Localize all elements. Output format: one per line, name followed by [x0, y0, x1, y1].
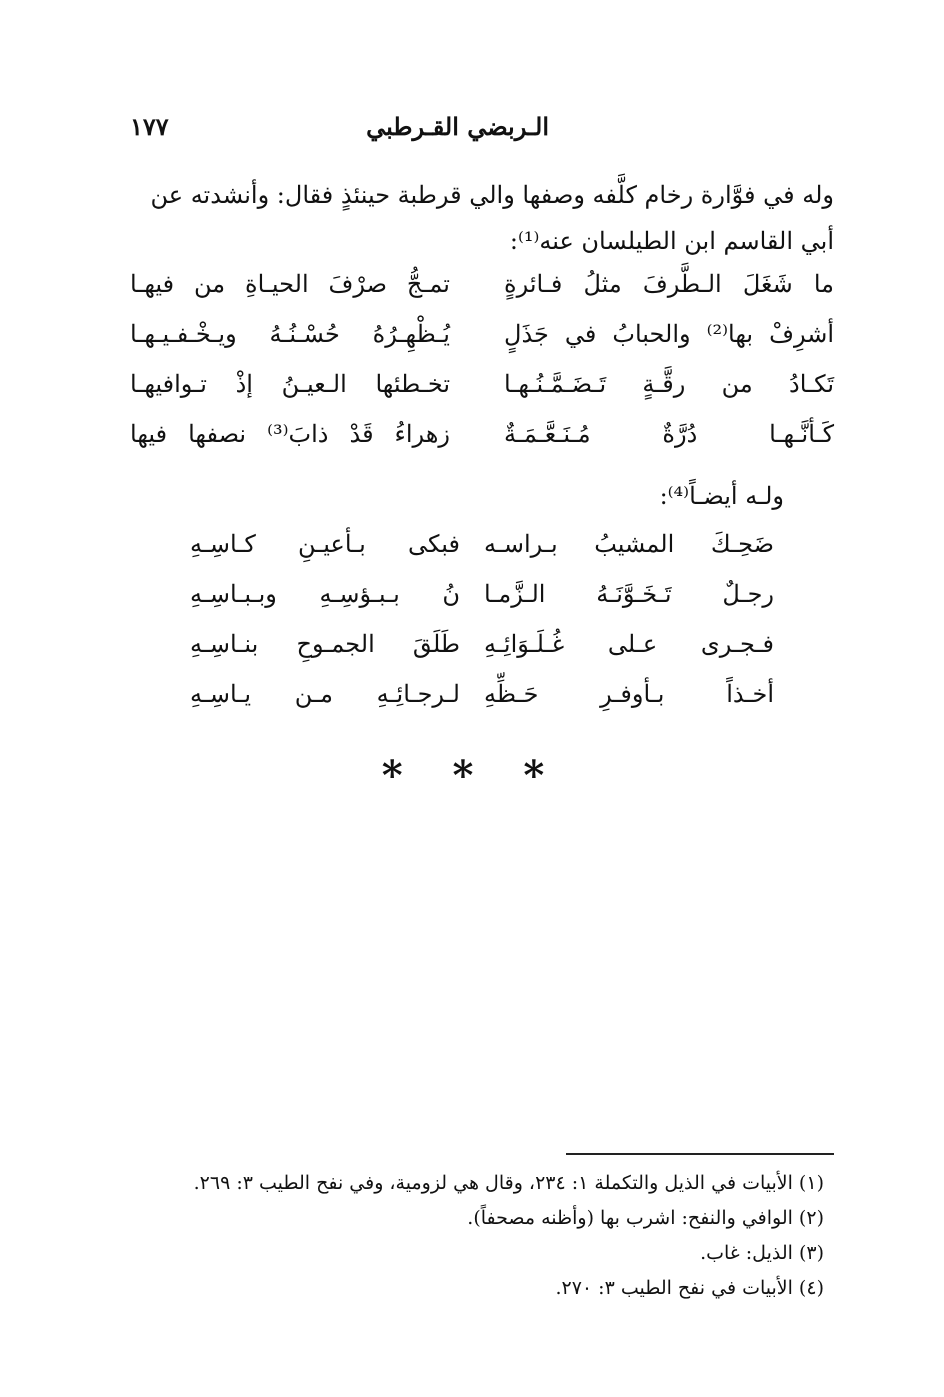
verse-line [130, 420, 834, 470]
verse-line [130, 370, 834, 420]
verse-line [130, 530, 834, 580]
footnote: (٣) الذيل: غاب. [700, 1242, 824, 1264]
footnote-rule [566, 1153, 834, 1155]
page-header [130, 112, 834, 152]
footnote: (٢) الوافي والنفح: اشرب بها (وأظنه مصحفاً). [467, 1207, 824, 1229]
verse-first-hemistich: ما شَغَلَ الـطَّرفَ مثلُ فـائرةٍ [504, 270, 834, 298]
verse-second-hemistich: لـرجـائِـهِ مـن يـاسِـهِ [190, 680, 460, 708]
verse-line [130, 680, 834, 730]
verse-first-hemistich: ضَحِـكَ المشيبُ بـراسـه [484, 530, 774, 558]
verse-line [130, 580, 834, 630]
footnote: (٤) الأبيات في نفح الطيب ٣: ٢٧٠. [555, 1277, 824, 1299]
verse-first-hemistich: رجـلٌ تَـخَـوَّنَـهُ الـزَّمـا [484, 580, 774, 608]
verse-line [130, 270, 834, 320]
verse-second-hemistich: نُ بـبـؤسِـهِ وبـبـاسِـهِ [190, 580, 460, 608]
page-number: ١٧٧ [130, 112, 169, 141]
poem-1 [130, 270, 834, 470]
intro-paragraph [130, 172, 834, 264]
verse-second-hemistich: فبكى بـأعيـنِ كـاسِـهِ [190, 530, 460, 558]
section-separator: * * * [381, 752, 563, 799]
verse-second-hemistich: يُـظْهِـرُهُ حُسْـنُـهُ ويـخْـفـيـهـا [130, 320, 450, 348]
verse-second-hemistich: تمـجُّ صرْفَ الحيـاةِ من فيهـا [130, 270, 450, 298]
intro-2: ولـه أيضـاً⁽⁴⁾: [659, 482, 784, 510]
verse-second-hemistich: تخـطئها الـعيـنُ إذْ تـوافيهـا [130, 370, 450, 398]
verse-second-hemistich: زهراءُ قَدْ ذابَ⁽³⁾ نصفها فيها [130, 420, 450, 448]
footnotes [130, 1166, 824, 1306]
verse-first-hemistich: تَكـادُ من رقَّـةٍ تَـضَـمَّـنُـهـا [504, 370, 834, 398]
intro-line-1: وله في فوَّارة رخام كلَّفه وصفها والي قرطبة حينئذٍ فقال: وأنشدته عن [150, 181, 834, 209]
verse-first-hemistich: فـجـرى عـلى غُـلَـوَائِـهِ [484, 630, 774, 658]
verse-line [130, 630, 834, 680]
verse-first-hemistich: كَـأنَّـهـا دُرَّةٌ مُـنَـعَّـمَـةٌ [504, 420, 834, 448]
verse-first-hemistich: أخـذاً بـأوفـرِ حَـظِّهِ [484, 680, 774, 708]
poem-2 [130, 530, 834, 730]
verse-first-hemistich: أشرِفْ بها⁽²⁾ والحبابُ في جَذَلٍ [504, 320, 834, 348]
footnote: (١) الأبيات في الذيل والتكملة ١: ٢٣٤، وقال هي لزومية، وفي نفح الطيب ٣: ٢٦٩. [193, 1172, 824, 1194]
verse-line [130, 320, 834, 370]
intro-line-2: أبي القاسم ابن الطيلسان عنه⁽¹⁾: [509, 227, 834, 255]
page-title: الـربضي القـرطبي [366, 112, 549, 141]
verse-second-hemistich: طَلَقَ الجمـوحِ بنـاسِـهِ [190, 630, 460, 658]
